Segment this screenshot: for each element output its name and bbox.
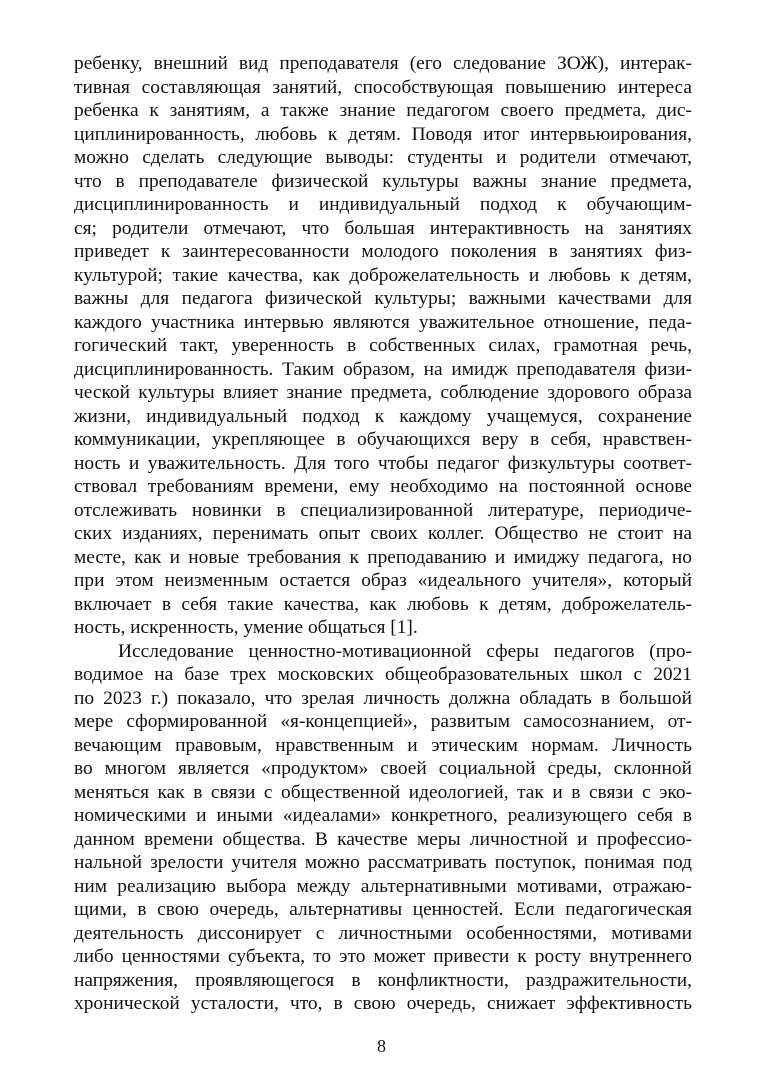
text-line: либо ценностями субъекта, то это может привести к росту внутреннего (74, 946, 692, 967)
text-line: коммуникации, укрепляющее в обучающихся веру в себя, нравствен- (74, 429, 692, 450)
text-line: ских изданиях, перенимать опыт своих коллег. Общество не стоит на (74, 523, 692, 544)
text-line: важны для педагога физической культуры; важными качествами для (74, 288, 692, 309)
text-line: вечающим правовым, нравственным и этическим нормам. Личность (74, 734, 692, 756)
text-line: напряжения, проявляющегося в конфликтности, раздражительности, (74, 969, 692, 991)
text-line: жизни, индивидуальный подход к каждому учащемуся, сохранение (74, 405, 692, 427)
text-line: деятельность диссонирует с личностными особенностями, мотивами (74, 922, 692, 944)
text-line: хронической усталости, что, в свою очередь, снижает эффективность (74, 993, 692, 1014)
text-line: ствовал требованиям времени, ему необходимо на постоянной основе (74, 476, 692, 497)
text-line: можно сделать следующие выводы: студенты и родители отмечают, (74, 147, 692, 168)
text-line: ребенку, внешний вид преподавателя (его следование ЗОЖ), интерак- (74, 53, 692, 74)
text-line: месте, как и новые требования к преподаванию и имиджу педагога, но (74, 546, 692, 568)
text-line: гогический такт, уверенность в собственных силах, грамотная речь, (74, 335, 692, 356)
text-line: ческой культуры влияет знание предмета, соблюдение здорового образа (74, 382, 692, 403)
text-line: каждого участника интервью являются уважительное отношение, педа- (74, 311, 692, 333)
text-line: культурой; такие качества, как доброжелательность и любовь к детям, (74, 264, 692, 286)
page-number: 8 (377, 1036, 386, 1056)
paragraph-2 (74, 640, 692, 1016)
text-line: водимое на базе трех московских общеобразовательных школ с 2021 (74, 664, 692, 685)
text-line: номическими и иными «идеалами» конкретного, реализующего себя в (74, 805, 692, 826)
text-line: циплинированность, любовь к детям. Поводя итог интервьюирования, (74, 123, 692, 145)
text-line: ребенка к занятиям, а также знание педагогом своего предмета, дис- (74, 100, 692, 121)
text-line: ность, искренность, умение общаться [1]. (74, 617, 418, 638)
text-line: ность и уважительность. Для того чтобы педагог физкультуры соответ- (74, 452, 692, 474)
text-line: ся; родители отмечают, что большая интерактивность на занятиях (74, 217, 692, 239)
text-line: дисциплинированность. Таким образом, на имидж преподавателя физи- (74, 358, 692, 380)
text-line: тивная составляющая занятий, способствующая повышению интереса (74, 76, 692, 98)
text-line: меняться как в связи с общественной идеологией, так и в связи с эко- (74, 781, 692, 803)
text-line: дисциплинированность и индивидуальный подход к обучающим- (74, 194, 692, 215)
text-line: ним реализацию выбора между альтернативными мотивами, отражаю- (74, 875, 692, 897)
paragraph-1 (74, 52, 692, 640)
body-text (74, 52, 692, 1016)
text-line: отслеживать новинки в специализированной литературе, периодиче- (74, 499, 692, 521)
text-line: мере сформированной «я-концепцией», развитым самосознанием, от- (74, 711, 692, 732)
text-line: щими, в свою очередь, альтернативы ценностей. Если педагогическая (74, 899, 692, 920)
text-line: во многом является «продуктом» своей социальной среды, склонной (74, 758, 692, 779)
text-line: данном времени общества. В качестве меры личностной и профессио- (74, 828, 692, 850)
text-line: по 2023 г.) показало, что зрелая личность должна обладать в большой (74, 687, 692, 709)
text-line: при этом неизменным остается образ «идеального учителя», который (74, 570, 692, 591)
text-line: нальной зрелости учителя можно рассматривать поступок, понимая под (74, 852, 692, 873)
text-line: приведет к заинтересованности молодого поколения в занятиях физ- (74, 241, 692, 262)
text-line: что в преподавателе физической культуры важны знание предмета, (74, 170, 692, 192)
text-line: Исследование ценностно-мотивационной сферы педагогов (про- (118, 640, 692, 662)
text-line: включает в себя такие качества, как любовь к детям, доброжелатель- (74, 593, 692, 615)
